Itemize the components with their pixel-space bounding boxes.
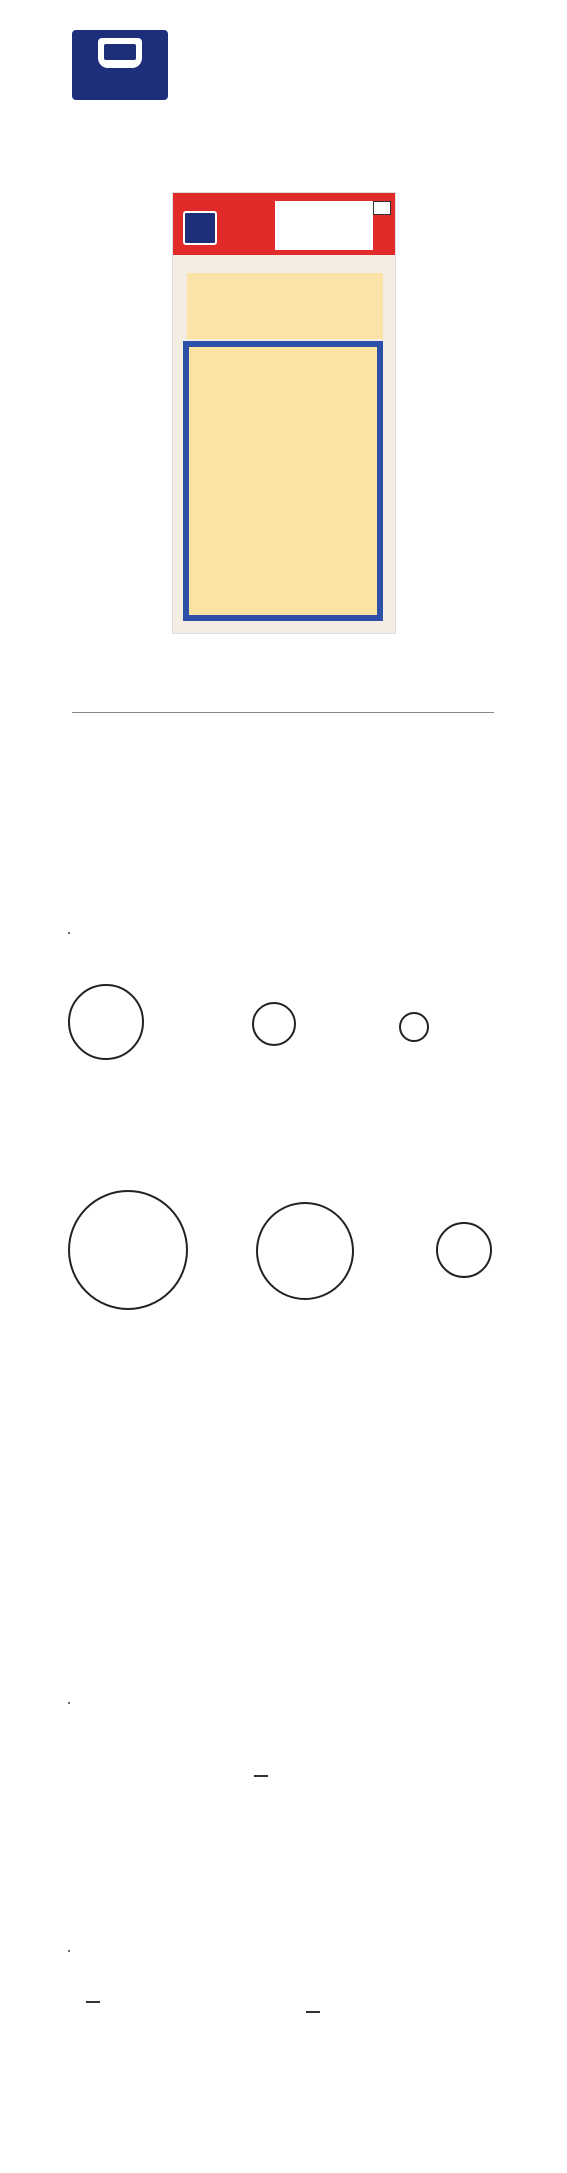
- package-count: [373, 201, 391, 215]
- mix5-circles: [108, 1428, 408, 1538]
- product-package-image: [172, 192, 396, 634]
- package-card: [187, 273, 383, 339]
- label-2071: [70, 1984, 270, 2084]
- circle-7mm: [252, 1002, 296, 1046]
- circle-12mm: [68, 984, 144, 1060]
- color-strip-5: [68, 932, 70, 934]
- package-logo: [183, 211, 217, 245]
- color-strip-6: [68, 1702, 70, 1704]
- brand-logo: [72, 30, 168, 100]
- color-strip-4: [68, 1950, 70, 1952]
- divider: [72, 712, 494, 713]
- size-label-2035: [254, 1766, 268, 1781]
- circle-5mm: [399, 1012, 429, 1042]
- circle-9mm: [436, 1222, 492, 1278]
- size-label-2071: [86, 1992, 100, 2007]
- package-frame: [183, 341, 383, 621]
- crown-icon: [98, 38, 142, 68]
- circle-30mm: [212, 1728, 396, 1912]
- mix4-rects: [88, 1572, 410, 1628]
- label-2070: [296, 1994, 532, 2148]
- circle-16mm: [256, 1202, 354, 1300]
- size-label-2070: [306, 2002, 320, 2017]
- package-code: [275, 201, 373, 250]
- circle-20mm: [68, 1190, 188, 1310]
